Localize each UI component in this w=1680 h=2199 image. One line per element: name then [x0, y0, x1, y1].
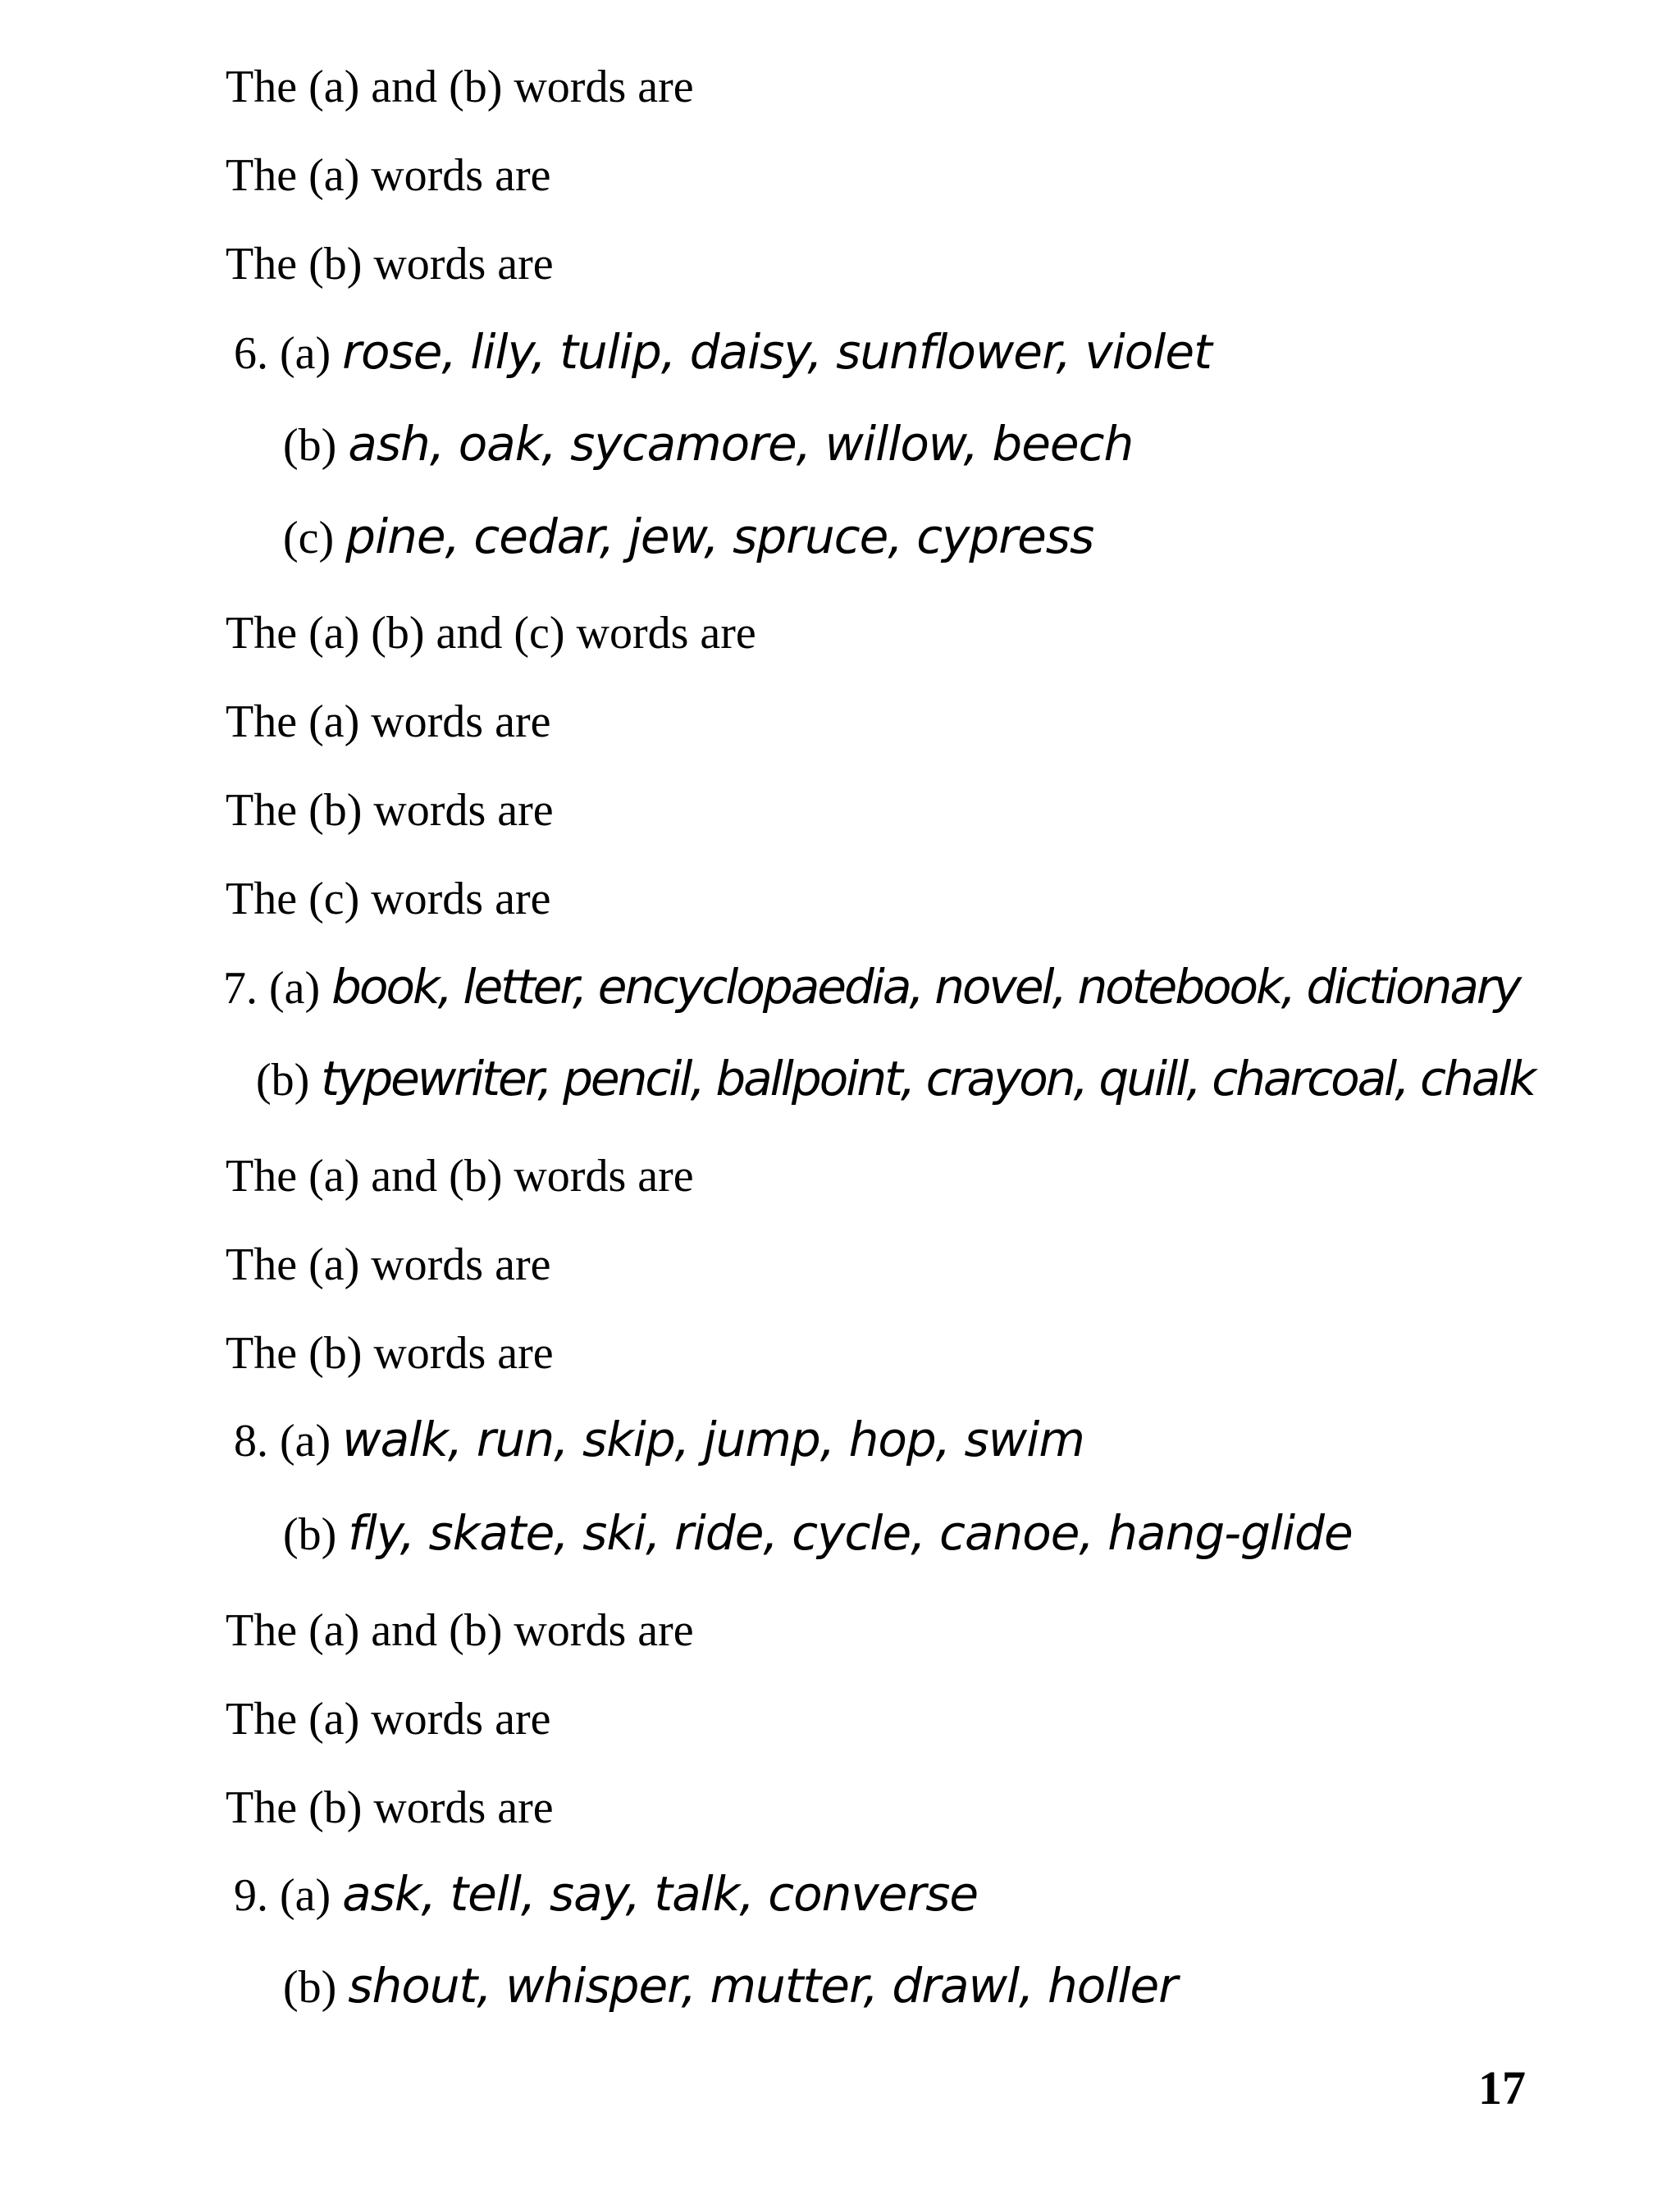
- word-list-item: [283, 509, 1094, 564]
- word-list-item: [283, 1505, 1353, 1561]
- word-list: shout, whisper, mutter, drawl, holler: [348, 1958, 1178, 2014]
- word-list: rose, lily, tulip, daisy, sunflower, violet: [342, 324, 1212, 380]
- answer-prompt: The (b) words are: [226, 785, 554, 836]
- item-marker: 9. (a): [234, 1870, 343, 1921]
- answer-prompt: The (a) words are: [226, 1694, 551, 1745]
- answer-prompt: The (a) and (b) words are: [226, 1605, 694, 1656]
- word-list-item: [256, 1051, 1535, 1106]
- item-marker: (b): [283, 1509, 349, 1560]
- answer-prompt: The (a) words are: [226, 696, 551, 747]
- word-list: pine, cedar, jew, spruce, cypress: [345, 509, 1094, 564]
- item-marker: (b): [283, 1962, 349, 2013]
- word-list-item: [234, 324, 1212, 380]
- word-list-item: [283, 416, 1134, 472]
- answer-prompt: The (b) words are: [226, 239, 554, 290]
- word-list-item: [234, 1866, 979, 1922]
- answer-prompt: The (a) and (b) words are: [226, 62, 694, 112]
- word-list: typewriter, pencil, ballpoint, crayon, quill, charcoal, chalk: [321, 1051, 1535, 1106]
- answer-prompt: The (a) words are: [226, 150, 551, 201]
- answer-prompt: The (a) and (b) words are: [226, 1151, 694, 1202]
- item-marker: 6. (a): [234, 328, 343, 379]
- answer-prompt: The (a) words are: [226, 1239, 551, 1290]
- word-list-item: [234, 1412, 1084, 1467]
- word-list: walk, run, skip, jump, hop, swim: [342, 1412, 1084, 1467]
- page-number: 17: [1478, 2061, 1526, 2115]
- item-marker: 8. (a): [234, 1416, 343, 1467]
- item-marker: 7. (a): [223, 963, 332, 1014]
- item-marker: (c): [283, 513, 346, 563]
- item-marker: (b): [256, 1055, 322, 1106]
- word-list: book, letter, encyclopaedia, novel, notebook, dictionary: [331, 959, 1520, 1015]
- word-list: fly, skate, ski, ride, cycle, canoe, hang-glide: [348, 1505, 1353, 1561]
- answer-prompt: The (a) (b) and (c) words are: [226, 608, 756, 659]
- item-marker: (b): [283, 420, 349, 471]
- word-list-item: [223, 959, 1520, 1015]
- word-list: ash, oak, sycamore, willow, beech: [348, 416, 1134, 472]
- word-list: ask, tell, say, talk, converse: [342, 1866, 979, 1922]
- word-list-item: [283, 1958, 1178, 2014]
- answer-prompt: The (c) words are: [226, 874, 551, 924]
- answer-prompt: The (b) words are: [226, 1782, 554, 1833]
- answer-prompt: The (b) words are: [226, 1328, 554, 1379]
